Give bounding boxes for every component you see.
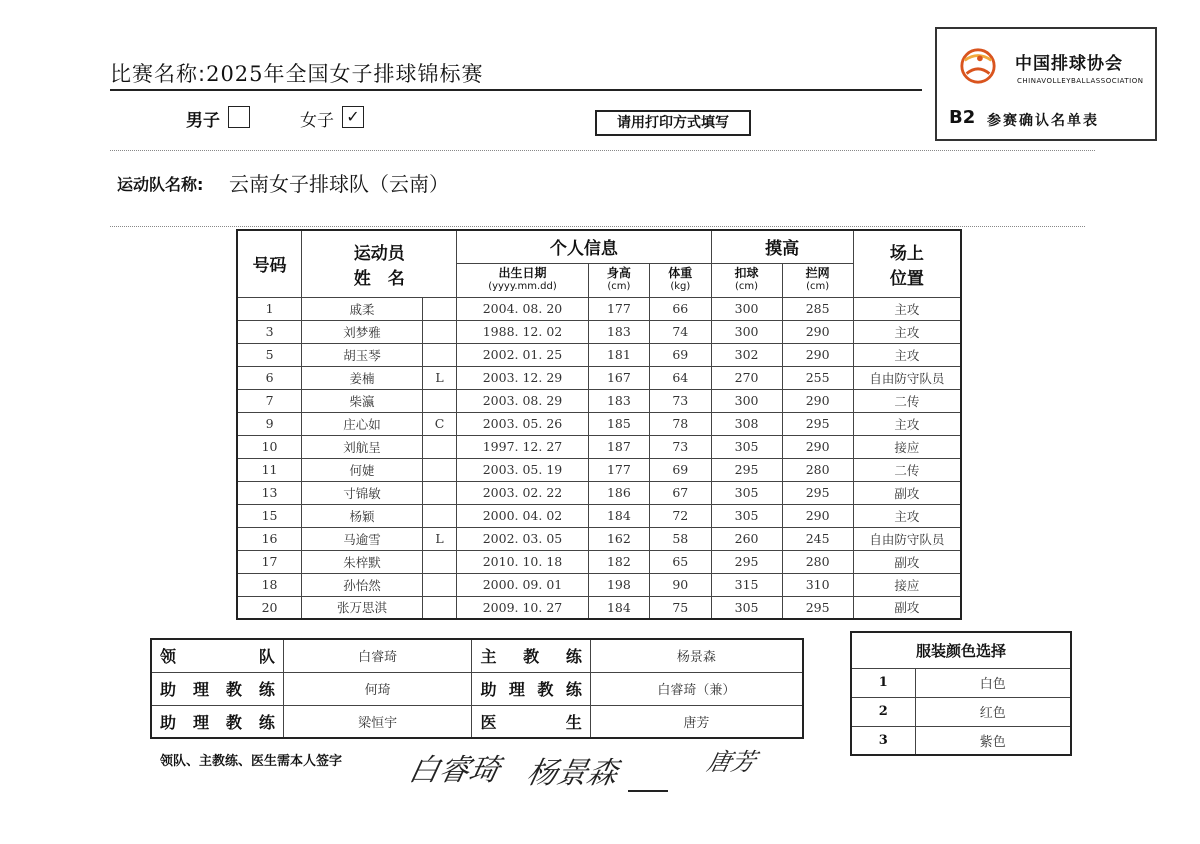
player-mark (422, 343, 456, 366)
col-position-line2: 位置 (889, 268, 924, 289)
player-mark: L (422, 527, 456, 550)
player-position: 主攻 (853, 412, 961, 435)
col-height-label: 身高 (606, 266, 631, 280)
player-birth: 2003. 12. 29 (457, 366, 588, 389)
assistant-coach-label: 助理教练 (472, 672, 590, 705)
player-position: 自由防守队员 (853, 527, 961, 550)
player-spike-reach: 315 (711, 573, 782, 596)
assistant-coach-value: 梁恒宇 (283, 705, 472, 738)
col-birth (457, 263, 588, 297)
col-weight (650, 263, 711, 297)
player-position: 副攻 (853, 481, 961, 504)
player-birth: 2002. 01. 25 (457, 343, 588, 366)
player-weight: 69 (650, 458, 711, 481)
player-number: 17 (237, 550, 302, 573)
col-athlete-line1: 运动员 (353, 243, 405, 264)
player-position: 二传 (853, 389, 961, 412)
roster-row (237, 343, 961, 366)
player-number: 13 (237, 481, 302, 504)
team-name-label: 运动队名称: (117, 175, 204, 194)
col-athlete-line2: 姓 名 (353, 268, 405, 289)
player-position: 二传 (853, 458, 961, 481)
player-name: 寸锦敏 (302, 481, 423, 504)
player-number: 5 (237, 343, 302, 366)
head-coach-label: 主 教 练 (472, 639, 590, 672)
player-mark (422, 504, 456, 527)
player-birth: 2002. 03. 05 (457, 527, 588, 550)
match-name-label: 比赛名称: (110, 62, 207, 86)
player-name: 杨颖 (302, 504, 423, 527)
doctor-value: 唐芳 (590, 705, 803, 738)
male-checkbox[interactable] (228, 106, 250, 128)
player-position: 主攻 (853, 343, 961, 366)
player-birth: 2009. 10. 27 (457, 596, 588, 619)
player-height: 184 (588, 504, 649, 527)
association-name-cn: 中国排球协会 (1015, 54, 1123, 74)
form-title: 参赛确认名单表 (987, 113, 1099, 129)
player-name: 刘航呈 (302, 435, 423, 458)
player-height: 177 (588, 297, 649, 320)
player-position: 接应 (853, 573, 961, 596)
roster-row (237, 366, 961, 389)
col-position-line1: 场上 (889, 243, 924, 264)
player-height: 187 (588, 435, 649, 458)
player-name: 张万思淇 (302, 596, 423, 619)
col-birth-label: 出生日期 (498, 266, 547, 280)
association-logo-box (935, 27, 1157, 141)
player-spike-reach: 305 (711, 481, 782, 504)
female-label: 女子 (300, 111, 334, 131)
player-weight: 74 (650, 320, 711, 343)
head-coach-value: 杨景森 (590, 639, 803, 672)
uniform-option-number: 2 (851, 697, 915, 726)
team-name-value: 云南女子排球队（云南） (229, 172, 449, 196)
col-block (782, 263, 853, 297)
player-name: 姜楠 (302, 366, 423, 389)
player-block-reach: 295 (782, 481, 853, 504)
player-spike-reach: 295 (711, 458, 782, 481)
col-height (588, 263, 649, 297)
roster-row (237, 458, 961, 481)
player-mark (422, 573, 456, 596)
player-position: 主攻 (853, 320, 961, 343)
player-height: 182 (588, 550, 649, 573)
player-block-reach: 310 (782, 573, 853, 596)
player-block-reach: 290 (782, 435, 853, 458)
player-weight: 66 (650, 297, 711, 320)
player-spike-reach: 308 (711, 412, 782, 435)
player-birth: 2000. 04. 02 (457, 504, 588, 527)
male-label: 男子 (186, 111, 220, 131)
player-name: 马逾雪 (302, 527, 423, 550)
player-weight: 73 (650, 435, 711, 458)
player-height: 184 (588, 596, 649, 619)
player-name: 戚柔 (302, 297, 423, 320)
player-spike-reach: 300 (711, 297, 782, 320)
col-reach: 摸高 (711, 230, 853, 263)
roster-row (237, 550, 961, 573)
player-name: 刘梦雅 (302, 320, 423, 343)
col-number: 号码 (237, 230, 302, 297)
roster-row (237, 481, 961, 504)
player-block-reach: 280 (782, 550, 853, 573)
col-spike (711, 263, 782, 297)
player-block-reach: 290 (782, 320, 853, 343)
uniform-option-color: 白色 (915, 668, 1071, 697)
roster-row (237, 297, 961, 320)
col-birth-format: (yyyy.mm.dd) (488, 281, 557, 292)
player-birth: 2003. 02. 22 (457, 481, 588, 504)
player-birth: 2003. 08. 29 (457, 389, 588, 412)
roster-row (237, 527, 961, 550)
uniform-color-table (850, 631, 1072, 756)
player-mark (422, 435, 456, 458)
player-spike-reach: 305 (711, 504, 782, 527)
player-mark (422, 596, 456, 619)
player-name: 何婕 (302, 458, 423, 481)
match-name-value: 2025年全国女子排球锦标赛 (206, 62, 484, 86)
leader-signature: 白睿琦 (405, 753, 503, 788)
player-block-reach: 255 (782, 366, 853, 389)
doctor-label: 医 生 (472, 705, 590, 738)
player-mark (422, 458, 456, 481)
player-weight: 67 (650, 481, 711, 504)
player-block-reach: 245 (782, 527, 853, 550)
assistant-coach-value: 白睿琦（兼） (590, 672, 803, 705)
player-height: 183 (588, 320, 649, 343)
player-name: 孙怡然 (302, 573, 423, 596)
player-height: 186 (588, 481, 649, 504)
player-name: 朱梓默 (302, 550, 423, 573)
player-height: 167 (588, 366, 649, 389)
female-checkbox[interactable]: ✓ (342, 106, 364, 128)
player-position: 自由防守队员 (853, 366, 961, 389)
player-birth: 1997. 12. 27 (457, 435, 588, 458)
player-block-reach: 290 (782, 504, 853, 527)
player-spike-reach: 260 (711, 527, 782, 550)
player-number: 11 (237, 458, 302, 481)
player-number: 16 (237, 527, 302, 550)
player-weight: 90 (650, 573, 711, 596)
player-weight: 58 (650, 527, 711, 550)
roster-row (237, 435, 961, 458)
player-birth: 1988. 12. 02 (457, 320, 588, 343)
player-weight: 78 (650, 412, 711, 435)
player-mark (422, 389, 456, 412)
player-weight: 73 (650, 389, 711, 412)
divider (110, 226, 1085, 227)
player-number: 1 (237, 297, 302, 320)
player-position: 主攻 (853, 504, 961, 527)
player-number: 10 (237, 435, 302, 458)
head-coach-signature: 杨景森 (523, 756, 621, 791)
player-height: 183 (588, 389, 649, 412)
col-spike-label: 扣球 (734, 266, 759, 280)
player-number: 3 (237, 320, 302, 343)
player-mark (422, 320, 456, 343)
uniform-color-title: 服装颜色选择 (851, 632, 1071, 668)
player-height: 177 (588, 458, 649, 481)
assistant-coach-label: 助理教练 (151, 705, 283, 738)
player-number: 7 (237, 389, 302, 412)
assistant-coach-label: 助理教练 (151, 672, 283, 705)
form-code: B2 (949, 107, 976, 128)
player-block-reach: 295 (782, 596, 853, 619)
player-block-reach: 285 (782, 297, 853, 320)
association-name-en: CHINAVOLLEYBALLASSOCIATION (1017, 77, 1144, 85)
roster-row (237, 320, 961, 343)
player-number: 9 (237, 412, 302, 435)
staff-table (150, 638, 804, 739)
player-number: 6 (237, 366, 302, 389)
uniform-option-number: 3 (851, 726, 915, 755)
signature-stroke (628, 790, 668, 792)
player-position: 接应 (853, 435, 961, 458)
roster-row (237, 389, 961, 412)
uniform-option-color: 紫色 (915, 726, 1071, 755)
col-weight-unit: (kg) (670, 281, 691, 292)
player-block-reach: 290 (782, 343, 853, 366)
match-underline (110, 89, 922, 91)
player-position: 主攻 (853, 297, 961, 320)
player-spike-reach: 295 (711, 550, 782, 573)
player-birth: 2010. 10. 18 (457, 550, 588, 573)
player-block-reach: 290 (782, 389, 853, 412)
assistant-coach-value: 何琦 (283, 672, 472, 705)
player-weight: 72 (650, 504, 711, 527)
col-height-unit: (cm) (607, 281, 631, 292)
player-spike-reach: 300 (711, 389, 782, 412)
col-position (853, 230, 961, 297)
col-weight-label: 体重 (668, 266, 693, 280)
player-block-reach: 295 (782, 412, 853, 435)
col-block-unit: (cm) (806, 281, 830, 292)
player-weight: 69 (650, 343, 711, 366)
player-position: 副攻 (853, 550, 961, 573)
player-mark: L (422, 366, 456, 389)
player-number: 15 (237, 504, 302, 527)
uniform-option-number: 1 (851, 668, 915, 697)
print-note: 请用打印方式填写 (595, 110, 751, 136)
player-position: 副攻 (853, 596, 961, 619)
player-mark (422, 297, 456, 320)
player-block-reach: 280 (782, 458, 853, 481)
player-birth: 2003. 05. 19 (457, 458, 588, 481)
player-name: 庄心如 (302, 412, 423, 435)
volleyball-logo-icon (959, 47, 997, 85)
player-mark: C (422, 412, 456, 435)
player-height: 198 (588, 573, 649, 596)
player-birth: 2003. 05. 26 (457, 412, 588, 435)
player-height: 181 (588, 343, 649, 366)
player-name: 胡玉琴 (302, 343, 423, 366)
player-weight: 65 (650, 550, 711, 573)
player-spike-reach: 270 (711, 366, 782, 389)
player-spike-reach: 305 (711, 435, 782, 458)
player-number: 18 (237, 573, 302, 596)
leader-label: 领 队 (151, 639, 283, 672)
col-spike-unit: (cm) (735, 281, 759, 292)
player-mark (422, 481, 456, 504)
doctor-signature: 唐芳 (704, 748, 759, 776)
leader-value: 白睿琦 (283, 639, 472, 672)
col-personal-info: 个人信息 (457, 230, 711, 263)
player-spike-reach: 305 (711, 596, 782, 619)
player-birth: 2000. 09. 01 (457, 573, 588, 596)
uniform-option-color: 红色 (915, 697, 1071, 726)
col-block-label: 拦网 (805, 266, 830, 280)
roster-row (237, 504, 961, 527)
player-weight: 75 (650, 596, 711, 619)
divider (110, 150, 1095, 151)
player-weight: 64 (650, 366, 711, 389)
roster-row (237, 412, 961, 435)
signature-note: 领队、主教练、医生需本人签字 (160, 754, 343, 769)
player-name: 柴瀛 (302, 389, 423, 412)
roster-row (237, 596, 961, 619)
player-height: 162 (588, 527, 649, 550)
player-spike-reach: 302 (711, 343, 782, 366)
roster-table (236, 229, 962, 620)
player-birth: 2004. 08. 20 (457, 297, 588, 320)
player-mark (422, 550, 456, 573)
player-number: 20 (237, 596, 302, 619)
player-spike-reach: 300 (711, 320, 782, 343)
player-height: 185 (588, 412, 649, 435)
match-name-line (110, 58, 484, 88)
col-athlete (302, 230, 457, 297)
roster-row (237, 573, 961, 596)
